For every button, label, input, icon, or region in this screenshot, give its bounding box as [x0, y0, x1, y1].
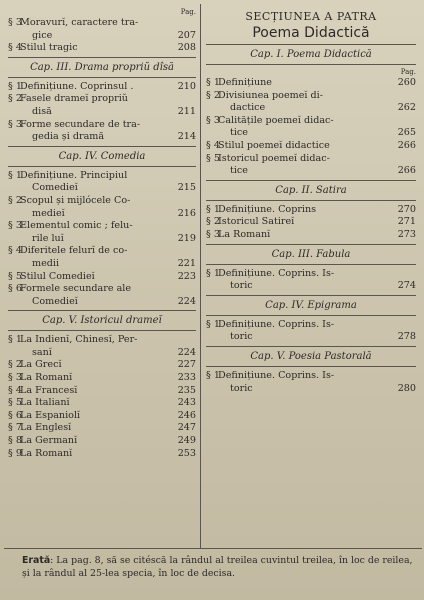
entry-title-continued: toric: [230, 280, 253, 292]
entry-title: Divisiunea poemeĭ di-: [218, 89, 323, 101]
section-number: § 3: [8, 220, 22, 232]
pag-label: Pag.: [400, 68, 416, 76]
toc-entry: [206, 115, 416, 140]
entry-line: [206, 90, 416, 103]
toc-entry: [206, 268, 416, 293]
entry-title-continued: rile luĭ: [32, 232, 64, 244]
toc-entry: [8, 359, 196, 372]
divider-line: [8, 330, 196, 331]
toc-entry: [8, 283, 196, 308]
toc-entry: [8, 170, 196, 195]
section-number: § 1: [206, 267, 220, 279]
entry-line: [8, 93, 196, 106]
entry-title-continued: tice: [230, 165, 248, 177]
page-number: 246: [177, 409, 196, 421]
chapter-heading: Cap. IV. Comedia: [58, 150, 146, 162]
section-number: § 2: [206, 89, 220, 101]
section-number: § 4: [8, 384, 22, 396]
entry-line: [8, 81, 196, 94]
entry-title: Istoricul Satireĭ: [218, 216, 295, 228]
section-number: § 3: [206, 228, 220, 240]
section-number: § 5: [206, 152, 220, 164]
toc-entry: [8, 81, 196, 94]
errata-text: : La pag. 8, să se citéscă la rândul al treilea cuvintul treilea, în loc de reilea, și la rândul al 25-lea specia, în loc de decisa.: [22, 555, 413, 579]
entry-title: Formele secundare ale: [20, 283, 132, 295]
toc-entry: [8, 422, 196, 435]
entry-title-continued: gice: [32, 29, 53, 41]
section-number: § 5: [8, 397, 22, 409]
divider-line: [206, 264, 416, 265]
entries-list: [8, 334, 196, 460]
entry-title: Calitățile poemeĭ didac-: [218, 114, 334, 126]
page-number: 219: [177, 232, 196, 244]
section-number: § 2: [206, 216, 220, 228]
page-number: 278: [397, 331, 416, 343]
entry-title-continued: sanĭ: [32, 346, 52, 358]
page-number: 207: [177, 29, 196, 41]
toc-entry: [8, 119, 196, 144]
page-number: 243: [177, 397, 196, 409]
section-number: § 2: [8, 93, 22, 105]
entry-line: [8, 119, 196, 132]
divider-line: [206, 315, 416, 316]
entry-title: Stilul tragic: [20, 42, 78, 54]
divider-line: [206, 64, 416, 65]
page-number: 221: [177, 257, 196, 269]
toc-entry: [8, 220, 196, 245]
entry-title: La Germanĭ: [20, 435, 78, 447]
section-number: § 6: [8, 409, 22, 421]
divider-line: [8, 166, 196, 167]
toc-entry: [8, 410, 196, 423]
toc-entry: [8, 245, 196, 270]
entry-title: Stilul poemeĭ didactice: [218, 139, 330, 151]
page-number: 265: [397, 127, 416, 139]
entry-title-continued: toric: [230, 382, 253, 394]
section-number: § 9: [8, 447, 22, 459]
page-number: 235: [177, 384, 196, 396]
pag-label: Pag.: [180, 8, 196, 16]
entry-title: La Romanĭ: [218, 228, 271, 240]
entry-line: [8, 271, 196, 284]
entry-line: [206, 204, 416, 217]
toc-entry: [8, 42, 196, 55]
entry-line: [206, 319, 416, 332]
page-number: 224: [177, 346, 196, 358]
toc-entry: [8, 334, 196, 359]
entry-title: Definițiune. Coprinsul .: [20, 80, 134, 92]
entry-title: La Romanĭ: [20, 372, 73, 384]
entries-list: [206, 370, 416, 395]
errata-label: Erată: [22, 555, 51, 566]
entry-title: Definițiune. Coprins. Is-: [218, 318, 335, 330]
divider-line: [8, 57, 196, 58]
chapter-heading: Cap. I. Poema Didactică: [250, 49, 372, 60]
entry-line: [8, 372, 196, 385]
right-column: [206, 8, 416, 395]
entry-line: [206, 216, 416, 229]
entry-title-continued: Comedieĭ: [32, 182, 78, 194]
page-number: 223: [177, 270, 196, 282]
entries-list: [8, 17, 196, 55]
toc-entry: [206, 319, 416, 344]
entry-title-continued: disă: [32, 105, 52, 117]
entry-title: La Francesĭ: [20, 384, 78, 396]
entry-line: [206, 140, 416, 153]
section-number: § 4: [206, 139, 220, 151]
section-number: § 4: [8, 42, 22, 54]
entry-line: [8, 397, 196, 410]
entry-title: La Grecĭ: [20, 359, 62, 371]
section-number: § 3: [8, 17, 22, 28]
section-number: § 8: [8, 435, 22, 447]
entry-title-continued: dactice: [230, 102, 266, 114]
section-number: § 2: [8, 359, 22, 371]
page-number: 249: [177, 435, 196, 447]
page-number: 211: [177, 105, 196, 117]
toc-entry: [206, 140, 416, 153]
entry-title: Elementul comic ; felu-: [20, 220, 133, 232]
section-number: § 1: [8, 169, 22, 181]
chapter-heading: Cap. IV. Epigrama: [265, 299, 357, 311]
section-title: SECȚIUNEA A PATRA: [245, 10, 377, 23]
toc-entry: [8, 397, 196, 410]
entry-line: [206, 268, 416, 281]
divider-line: [206, 180, 416, 181]
entries-list: [206, 319, 416, 344]
entry-line: [8, 17, 196, 30]
section-number: § 6: [8, 283, 22, 295]
chapter-heading: Cap. III. Drama propriŭ dîsă: [30, 61, 174, 73]
chapter-heading: Cap. V. Poesia Pastorală: [250, 350, 372, 362]
entry-title: Definițiune. Coprins: [218, 203, 317, 215]
errata-note: [22, 554, 414, 580]
chapter-heading: Cap. II. Satira: [275, 184, 347, 196]
section-number: § 7: [8, 422, 22, 434]
divider-line: [206, 44, 416, 45]
entry-title: Definițiune. Principiul: [20, 169, 128, 181]
left-column: [8, 8, 196, 460]
entries-list: [8, 170, 196, 309]
entries-list: [206, 204, 416, 242]
divider-line: [8, 310, 196, 311]
page-number: 216: [177, 207, 196, 219]
entry-title: Scopul și mijlócele Co-: [20, 194, 131, 206]
page-number: 215: [177, 182, 196, 194]
page-number: 233: [177, 372, 196, 384]
entry-line: [8, 410, 196, 423]
entry-title-continued: gedia și dramă: [32, 131, 105, 143]
entry-title: Definițiune: [218, 77, 272, 88]
page-number: 247: [177, 422, 196, 434]
section-number: § 3: [8, 372, 22, 384]
entry-line: [206, 115, 416, 128]
entries-list: [206, 77, 416, 178]
toc-entry: [206, 370, 416, 395]
entry-line: [8, 245, 196, 258]
entry-line: [8, 195, 196, 208]
page-number: 253: [177, 447, 196, 459]
entry-title-continued: medii: [32, 257, 60, 269]
entry-title: Definițiune. Coprins. Is-: [218, 267, 335, 279]
entry-line: [8, 435, 196, 448]
page-number: 210: [177, 80, 196, 92]
toc-entry: [8, 271, 196, 284]
toc-entry: [206, 153, 416, 178]
chapter-heading: Cap. V. Istoricul drameĭ: [42, 315, 162, 327]
section-number: § 1: [206, 203, 220, 215]
bottom-rule: [4, 548, 422, 549]
entry-title: La Italianĭ: [20, 397, 70, 409]
section-number: § 1: [206, 77, 220, 88]
divider-line: [8, 146, 196, 147]
toc-entry: [206, 216, 416, 229]
entry-title-continued: toric: [230, 331, 253, 343]
page-number: 266: [397, 165, 416, 177]
section-subtitle: Poema Didactică: [252, 25, 370, 41]
entry-line: [8, 385, 196, 398]
page-number: 214: [177, 131, 196, 143]
page-number: 271: [397, 216, 416, 228]
page-number: 266: [397, 139, 416, 151]
section-number: § 5: [8, 270, 22, 282]
section-number: § 3: [8, 118, 22, 130]
section-number: § 1: [8, 80, 22, 92]
entry-title: Forme secundare de tra-: [20, 118, 141, 130]
entries-list: [8, 81, 196, 144]
entry-line: [8, 422, 196, 435]
toc-entry: [206, 77, 416, 90]
section-number: § 1: [8, 334, 22, 346]
page-number: 274: [397, 280, 416, 292]
page-number: 224: [177, 295, 196, 307]
entry-line: [8, 359, 196, 372]
toc-entry: [8, 93, 196, 118]
entry-line: [8, 170, 196, 183]
chapter-heading: Cap. III. Fabula: [271, 248, 351, 260]
entry-title: La Espaniolĭ: [20, 409, 81, 421]
page-number: 260: [397, 77, 416, 88]
entry-line: [8, 283, 196, 296]
page-number: 280: [397, 382, 416, 394]
entry-line: [8, 220, 196, 233]
divider-line: [206, 244, 416, 245]
page-number: 270: [397, 203, 416, 215]
entry-line: [206, 370, 416, 383]
divider-line: [206, 366, 416, 367]
divider-line: [206, 346, 416, 347]
entry-line: [8, 42, 196, 55]
entry-title-continued: Comedieĭ: [32, 295, 78, 307]
entry-title-continued: tice: [230, 127, 248, 139]
divider-line: [8, 77, 196, 78]
section-number: § 3: [206, 114, 220, 126]
entry-title-continued: medieĭ: [32, 207, 65, 219]
section-number: § 1: [206, 369, 220, 381]
toc-entry: [8, 17, 196, 42]
entry-title: La Englesĭ: [20, 422, 72, 434]
toc-entry: [8, 435, 196, 448]
page-number: 273: [397, 228, 416, 240]
entry-title: La Indienĭ, Chinesĭ, Per-: [20, 334, 138, 346]
entry-line: [206, 229, 416, 242]
entry-title: La Romanĭ: [20, 447, 73, 459]
toc-entry: [8, 385, 196, 398]
divider-line: [206, 200, 416, 201]
page-number: 227: [177, 359, 196, 371]
toc-entry: [8, 448, 196, 461]
section-number: § 4: [8, 245, 22, 257]
page-number: 208: [177, 42, 196, 54]
entries-list: [206, 268, 416, 293]
toc-entry: [8, 195, 196, 220]
divider-line: [206, 295, 416, 296]
toc-entry: [206, 90, 416, 115]
column-divider: [200, 4, 201, 548]
entry-line: [8, 334, 196, 347]
entry-line: [8, 448, 196, 461]
toc-entry: [206, 229, 416, 242]
section-number: § 1: [206, 318, 220, 330]
entry-title: Istoricul poemeĭ didac-: [218, 152, 330, 164]
entry-line: [206, 153, 416, 166]
page-number: 262: [397, 102, 416, 114]
toc-entry: [8, 372, 196, 385]
entry-title: Stilul Comedieĭ: [20, 270, 95, 282]
entry-title: Definițiune. Coprins. Is-: [218, 369, 335, 381]
entry-title: Moravurĭ, caractere tra-: [20, 17, 139, 28]
section-number: § 2: [8, 194, 22, 206]
entry-title: Diferitele felurĭ de co-: [20, 245, 128, 257]
entry-title: Fasele drameĭ propriŭ: [20, 93, 128, 105]
toc-entry: [206, 204, 416, 217]
entry-line: [206, 77, 416, 90]
